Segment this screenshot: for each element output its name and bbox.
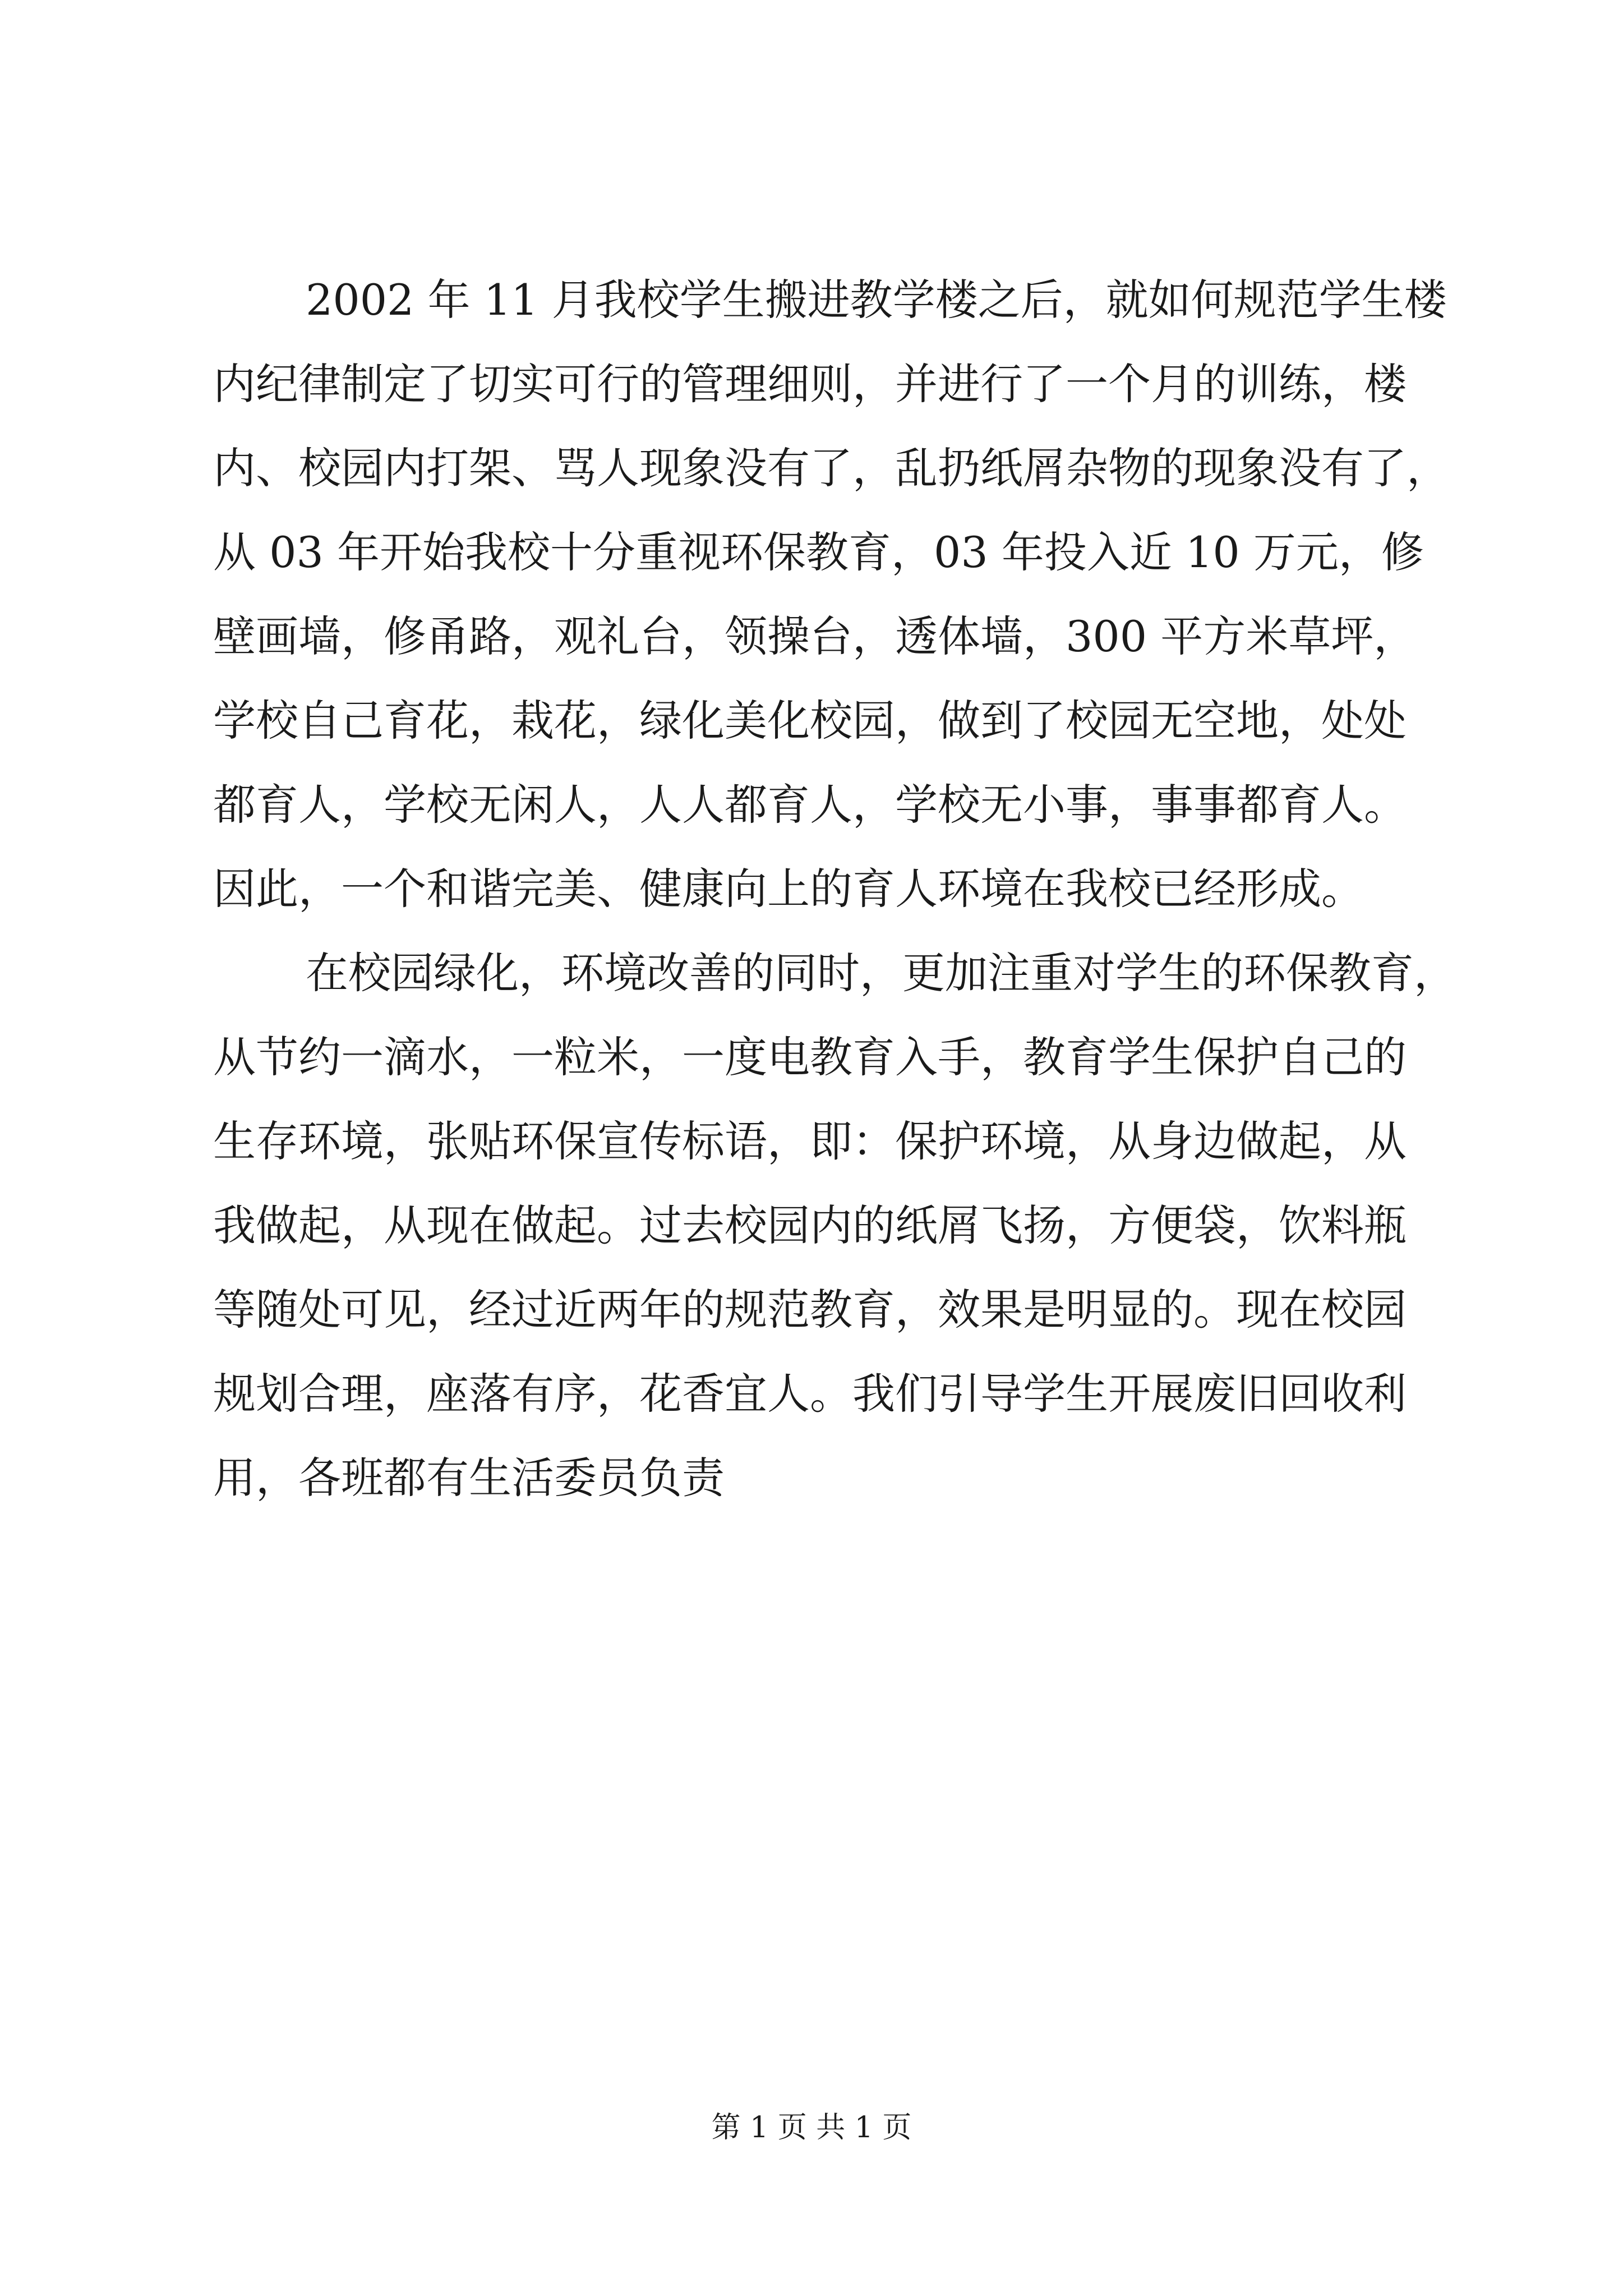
paragraph-1: [213, 258, 1449, 931]
paragraph-line: 生存环境，张贴环保宣传标语，即：保护环境，从身边做起，从: [213, 1116, 1407, 1166]
paragraph-line: 规划合理，座落有序，花香宜人。我们引导学生开展废旧回收利: [213, 1369, 1407, 1419]
page-number-footer: 第 1 页 共 1 页: [711, 2111, 912, 2145]
paragraph-line: 壁画墙，修甬路，观礼台，领操台，透体墙，300 平方米草坪，: [213, 611, 1417, 661]
paragraph-line: 内、校园内打架、骂人现象没有了，乱扔纸屑杂物的现象没有了，: [213, 443, 1449, 493]
paragraph-line: 我做起，从现在做起。过去校园内的纸屑飞扬，方便袋，饮料瓶: [213, 1200, 1407, 1250]
paragraph-line: 等随处可见，经过近两年的规范教育，效果是明显的。现在校园: [213, 1285, 1407, 1335]
paragraph-line: 都育人，学校无闲人，人人都育人，学校无小事，事事都育人。: [213, 780, 1407, 830]
paragraph-line: 在校园绿化，环境改善的同时，更加注重对学生的环保教育，: [306, 948, 1456, 998]
paragraph-line: 内纪律制定了切实可行的管理细则，并进行了一个月的训练，楼: [213, 359, 1407, 409]
paragraph-line: 从 03 年开始我校十分重视环保教育，03 年投入近 10 万元，修: [213, 527, 1424, 577]
paragraph-line: 用，各班都有生活委员负责: [213, 1453, 725, 1503]
paragraph-line: 因此，一个和谐完美、健康向上的育人环境在我校已经形成。: [213, 864, 1364, 914]
paragraph-line: 2002 年 11 月我校学生搬进教学楼之后，就如何规范学生楼: [306, 275, 1447, 325]
paragraph-line: 学校自己育花，栽花，绿化美化校园，做到了校园无空地，处处: [213, 696, 1407, 746]
paragraph-2: [213, 931, 1456, 1520]
paragraph-line: 从节约一滴水，一粒米，一度电教育入手，教育学生保护自己的: [213, 1032, 1407, 1082]
document-body: [213, 258, 1456, 1520]
